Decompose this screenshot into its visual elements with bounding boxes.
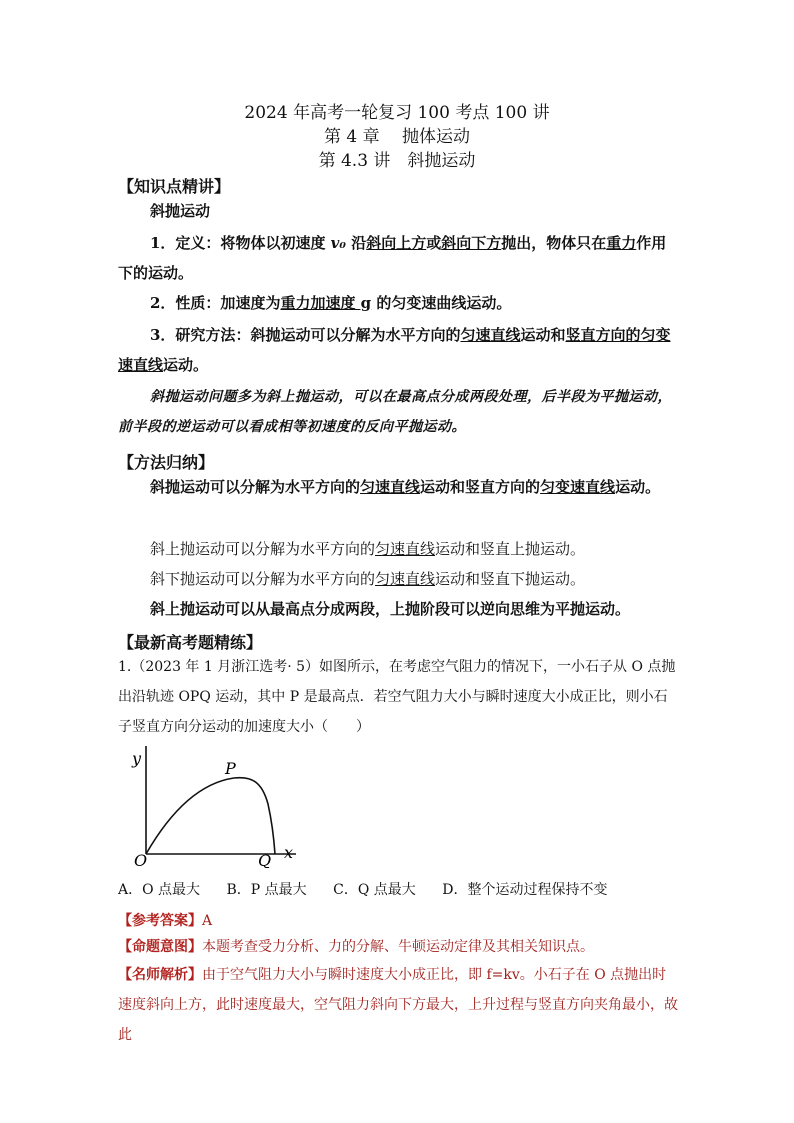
- analysis-text: 由于空气阻力大小与瞬时速度大小成正比，即 f=kv。小石子在 O 点抛出时速度斜向上方，此时速度最大，空气阻力斜向下方最大，上升过程与竖直方向夹角最小，故此: [118, 967, 678, 1043]
- property-paragraph: 2．性质：加速度为重力加速度 g 的匀变速曲线运动。: [150, 294, 512, 312]
- method-paragraph: 3．研究方法：斜抛运动可以分解为水平方向的匀速直线运动和竖直方向的匀变速直线运动。: [118, 326, 671, 374]
- intent-text: 本题考查受力分析、力的分解、牛顿运动定律及其相关知识点。: [202, 939, 594, 955]
- intent-label: 【命题意图】: [118, 939, 202, 955]
- choice-b[interactable]: B．P 点最大: [226, 882, 307, 898]
- exam-heading: 【最新高考题精练】: [118, 633, 263, 652]
- definition-paragraph: 1．定义：将物体以初速度 v₀ 沿斜向上方或斜向下方抛出，物体只在重力作用下的运动。: [118, 234, 667, 282]
- origin-label-O: O: [134, 851, 148, 868]
- analysis-label: 【名师解析】: [118, 967, 202, 983]
- summary-line-2: 斜上抛运动可以分解为水平方向的匀速直线运动和竖直上抛运动。: [150, 540, 586, 558]
- note-paragraph: 斜抛运动问题多为斜上抛运动，可以在最高点分成两段处理，后半段为平抛运动，前半段的逆运动可以看成相等初速度的反向平抛运动。: [118, 389, 672, 435]
- trajectory-curve: [146, 778, 275, 854]
- title-line-3: 第 4.3 讲 斜抛运动: [318, 151, 476, 171]
- answer-label: 【参考答案】: [118, 913, 202, 929]
- answer-value: A: [202, 913, 213, 929]
- title-line-2: 第 4 章 抛体运动: [323, 127, 471, 147]
- topic-subheading: 斜抛运动: [150, 202, 211, 220]
- x-axis-label: x: [284, 843, 294, 862]
- knowledge-heading: 【知识点精讲】: [118, 177, 231, 196]
- choice-c[interactable]: C．Q 点最大: [333, 882, 416, 898]
- choice-d[interactable]: D．整个运动过程保持不变: [442, 882, 608, 898]
- intent-line: [118, 932, 680, 962]
- title-line-1: 2024 年高考一轮复习 100 考点 100 讲: [244, 103, 550, 123]
- summary-line-1: 斜抛运动可以分解为水平方向的匀速直线运动和竖直方向的匀变速直线运动。: [150, 478, 661, 496]
- choice-a[interactable]: A．O 点最大: [118, 882, 201, 898]
- point-label-P: P: [225, 759, 236, 778]
- summary-line-4: 斜上抛运动可以从最高点分成两段，上抛阶段可以逆向思维为平抛运动。: [150, 600, 631, 618]
- question-text: 1.（2023 年 1 月浙江选考· 5）如图所示，在考虑空气阻力的情况下，一小石子从 O 点抛出沿轨迹 OPQ 运动，其中 P 是最高点．若空气阻力大小与瞬时速度大小成正比，则小石子竖直方向分运动的加速度大小（ ）: [118, 659, 676, 735]
- analysis-paragraph: [118, 960, 680, 1050]
- method-summary-heading: 【方法归纳】: [118, 453, 215, 472]
- summary-line-3: 斜下抛运动可以分解为水平方向的匀速直线运动和竖直下抛运动。: [150, 570, 586, 588]
- trajectory-figure: [126, 742, 306, 868]
- y-axis-label: y: [132, 749, 142, 768]
- point-label-Q: Q: [258, 851, 272, 868]
- choice-list: [118, 879, 629, 901]
